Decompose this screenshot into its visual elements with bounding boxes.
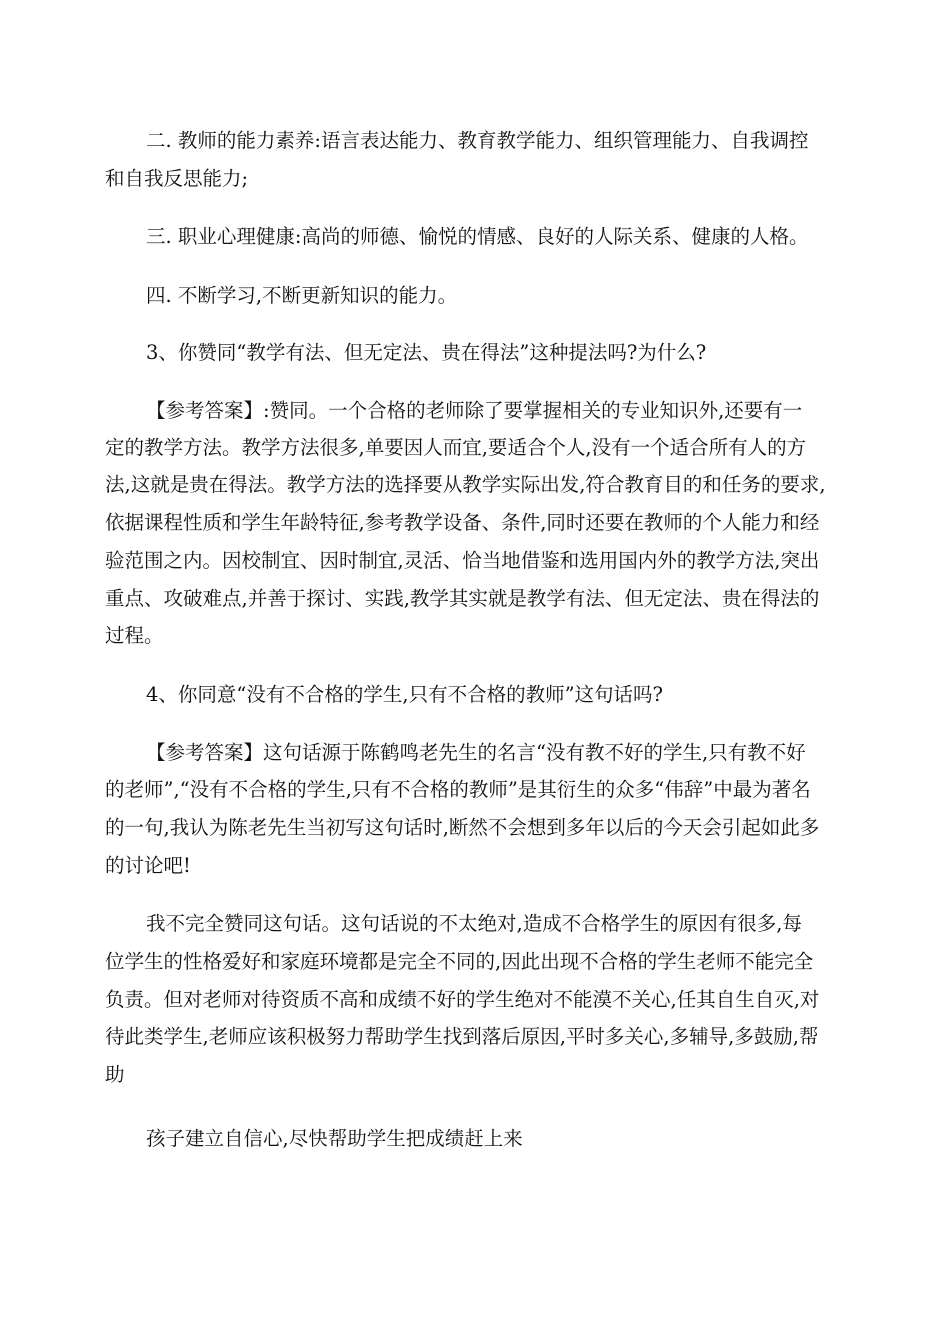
answer-3-line-3: 法,这就是贵在得法。教学方法的选择要从教学实际出发,符合教育目的和任务的要求, [105,473,826,496]
item-3-line-1: 三. 职业心理健康:高尚的师德、愉悦的情感、良好的人际关系、健康的人格。 [146,225,809,248]
question-3: 3、你赞同“教学有法、但无定法、贵在得法”这种提法吗?为什么? [146,341,707,364]
answer-3-line-7: 过程。 [105,624,164,647]
opinion-line-1: 我不完全赞同这句话。这句话说的不太绝对,造成不合格学生的原因有很多,每 [146,912,802,935]
answer-4-line-4: 的讨论吧! [105,854,191,877]
opinion-line-3: 负责。但对老师对待资质不高和成绩不好的学生绝对不能漠不关心,任其自生自灭,对 [105,988,820,1011]
item-2-line-2: 和自我反思能力; [105,167,249,190]
closing-line: 孩子建立自信心,尽快帮助学生把成绩赶上来 [146,1127,523,1150]
answer-3-line-5: 验范围之内。因校制宜、因时制宜,灵活、恰当地借鉴和选用国内外的教学方法,突出 [105,549,820,572]
item-2-line-1: 二. 教师的能力素养:语言表达能力、教育教学能力、组织管理能力、自我调控 [146,129,809,152]
opinion-line-2: 位学生的性格爱好和家庭环境都是完全不同的,因此出现不合格的学生老师不能完全 [105,950,814,973]
opinion-line-4: 待此类学生,老师应该积极努力帮助学生找到落后原因,平时多关心,多辅导,多鼓励,帮 [105,1025,819,1048]
question-4: 4、你同意“没有不合格的学生,只有不合格的教师”这句话吗? [146,683,663,706]
answer-3-line-6: 重点、攻破难点,并善于探讨、实践,教学其实就是教学有法、但无定法、贵在得法的 [105,587,820,610]
answer-3-line-1: 【参考答案】:赞同。一个合格的老师除了要掌握相关的专业知识外,还要有一 [146,399,803,422]
answer-3-line-4: 依据课程性质和学生年龄特征,参考教学设备、条件,同时还要在教师的个人能力和经 [105,511,820,534]
answer-4-line-1: 【参考答案】这句话源于陈鹤鸣老先生的名言“没有教不好的学生,只有教不好 [146,741,806,764]
answer-3-line-2: 定的教学方法。教学方法很多,单要因人而宜,要适合个人,没有一个适合所有人的方 [105,436,807,459]
answer-4-line-2: 的老师”,“没有不合格的学生,只有不合格的教师”是其衍生的众多“伟辞”中最为著名 [105,778,811,801]
answer-4-line-3: 的一句,我认为陈老先生当初写这句话时,断然不会想到多年以后的今天会引起如此多 [105,816,820,839]
opinion-line-5: 助 [105,1063,125,1086]
item-4-line-1: 四. 不断学习,不断更新知识的能力。 [146,284,458,307]
